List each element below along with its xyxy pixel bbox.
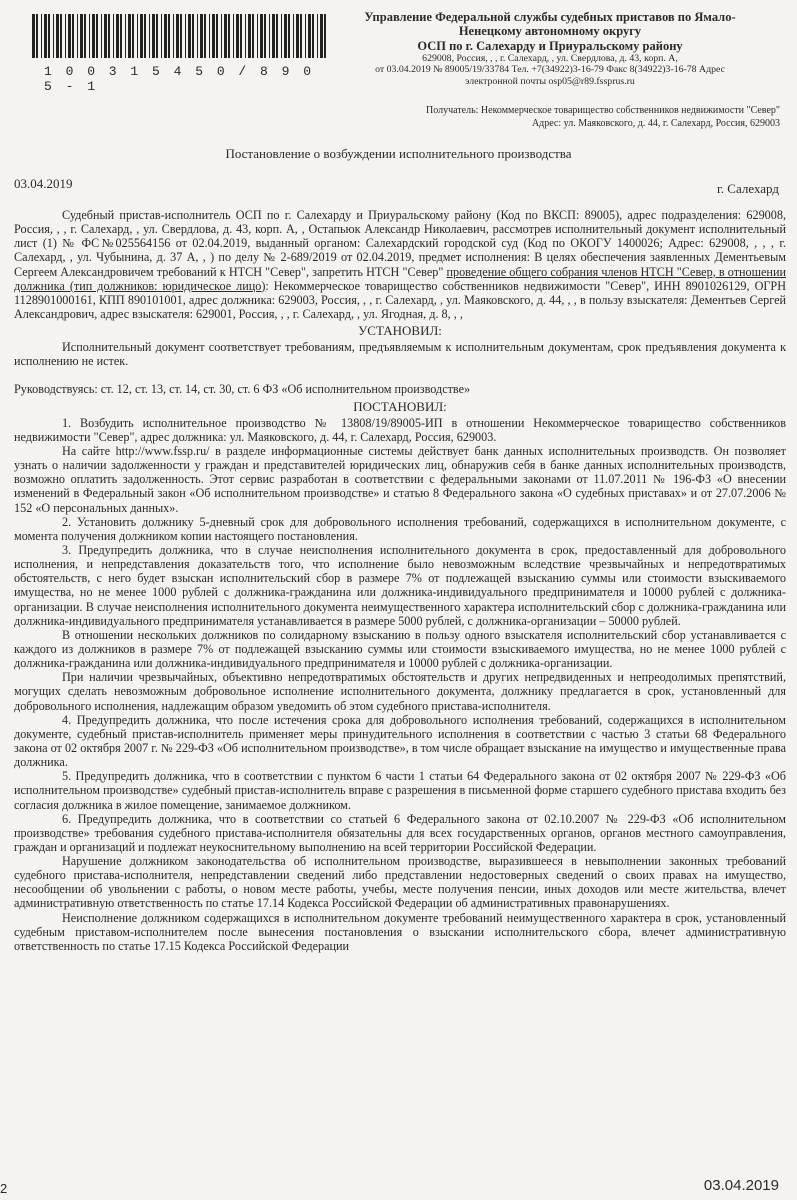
barcode-bar: [65, 14, 66, 58]
barcode-bar: [185, 14, 186, 58]
registration-line: от 03.04.2019 № 89005/19/33784 Тел. +7(34922)3-16-79 Факс 8(34922)3-16-78 Адрес: [375, 64, 725, 76]
barcode-bar: [212, 14, 215, 58]
clause-5: 5. Предупредить должника, что в соответствии с пунктом 6 части 1 статьи 64 Федерального закона от 02 октября 2007 № 229-ФЗ «Об исполнительном производстве» судебный пристав-исполнитель вправе с разрешения в письменной форме старшего судебного пристава входить без согласия должника в жилое помещение, занимаемое должником.: [14, 769, 786, 812]
barcode-bar: [101, 14, 102, 58]
barcode-bar: [317, 14, 318, 58]
barcode-bar: [168, 14, 170, 58]
barcode-bar: [296, 14, 299, 58]
barcode-bar: [288, 14, 290, 58]
barcode-bar: [77, 14, 78, 58]
barcode-bar: [108, 14, 110, 58]
barcode-bar: [300, 14, 302, 58]
barcode-number: 1 0 0 3 1 5 4 5 0 / 8 9 0 5 - 1: [44, 64, 315, 94]
barcode-bar: [224, 14, 227, 58]
barcode-bar: [72, 14, 74, 58]
barcode-bar: [200, 14, 203, 58]
barcode-bar: [161, 14, 162, 58]
org-email: электронной почты osp05@r89.fssprus.ru: [465, 75, 635, 87]
barcode-bar: [44, 14, 47, 58]
clause-2: 2. Установить должнику 5-дневный срок для добровольного исполнения требований, содержащихся в исполнительном документе, с момента получения должником копии настоящего постановления.: [14, 514, 786, 543]
org-title: Управление Федеральной службы судебных приставов по Ямало-Ненецкому автономному округу: [364, 10, 736, 39]
recipient-name: Получатель: Некоммерческое товарищество собственников недвижимости "Север": [425, 105, 780, 116]
barcode-bar: [197, 14, 198, 58]
barcode-bar: [113, 14, 114, 58]
barcode-bar: [320, 14, 323, 58]
intro-paragraph: Судебный пристав-исполнитель ОСП по г. Салехарду и Приуральскому району (Код по ВКСП: 89005), адрес подразделения: 629008, Россия, , , г. Салехард, , ул. Свердлова, д. 43, корп. А, , Остапьюк Александр Николаевич, рассмотрев исполнительный документ исполнительный лист (1) № ФС№025564156 от 02.04.2019, выданный органом: Салехардский городской суд (Код по ОКОГУ 1400026; Адрес: 629008, , , , г. Салехард, , ул. Чубынина, д. 37 А, , ) по делу № 2-689/2019 от 02.04.2019, предмет исполнения: В целях обеспечения заявленных Дементьевым Сергеем Александровичем требований к НТСН "Север", запретить НТСН "Север" проведение общего собрания членов НТСН "Север, в отношении должника (тип должников: юридическое лицо): Некоммерческое товарищество собственников недвижимости "Север", ИНН 8901026129, ОГРН 1128901000161, КПП 890101001, адрес должника: 629003, Россия, , , г. Салехард, , ул. Маяковского, д. 44, , , в пользу взыскателя: Дементьев Сергей Александрович, адрес взыскателя: 629001, Россия, , , г. Салехард, , ул. Ягодная, д. 8, , ,: [14, 208, 787, 321]
barcode-bar: [192, 14, 194, 58]
recipient-address: Адрес: ул. Маяковского, д. 44, г. Салехард, Россия, 629003: [531, 118, 780, 129]
barcode-bar: [156, 14, 158, 58]
liability-17-14: Нарушение должником законодательства об исполнительном производстве, выразившееся в невыполнении законных требований судебного пристава-исполнителя, непредставлении сведений либо представлении недостоверных сведений о своих правах на имущество, несообщении об увольнении с работы, о новом месте работы, учебы, месте получения пенсии, иных доходов или месте жительства, влечет административную ответственность по статье 17.14 Кодекса Российской Федерации об административных правонарушениях.: [14, 854, 786, 911]
barcode-bar: [204, 14, 206, 58]
barcode-bar: [68, 14, 71, 58]
liability-17-15: Неисполнение должником содержащихся в исполнительном документе требований неимущественного характера в срок, установленный судебным приставом-исполнителем после вынесения постановления о взыскании исполнительского сбора, влечет административную ответственность по статье 17.15 Кодекса Российской Федерации: [14, 910, 786, 953]
barcode-bar: [164, 14, 167, 58]
page-mark: 2: [0, 1181, 8, 1196]
legal-basis: Руководствуясь: ст. 12, ст. 13, ст. 14, ст. 30, ст. 6 ФЗ «Об исполнительном производстве»: [14, 382, 471, 397]
barcode-bar: [96, 14, 98, 58]
clause-4: 4. Предупредить должника, что после истечения срока для добровольного исполнения требований, содержащихся в исполнительном документе, судебный пристав-исполнитель применяет меры принудительного исполнения в соответствии с частью 3 статьи 68 Федерального закона от 02 октября 2007 г. № 229-ФЗ «Об исполнительном производстве», в том числе обращает взыскание на имущество и имущественные права должника.: [14, 712, 786, 770]
underlined-subject: проведение общего собрания членов НТСН "Север, в отношении должника (тип должников: юридическое лицо): [14, 264, 786, 293]
document-title: Постановление о возбуждении исполнительного производства: [225, 146, 572, 161]
barcode-bar: [312, 14, 314, 58]
barcode-bar: [128, 14, 131, 58]
barcode-bar: [137, 14, 138, 58]
barcode-bar: [188, 14, 191, 58]
barcode-bar: [180, 14, 182, 58]
barcode-bar: [281, 14, 282, 58]
recipient-block: [360, 104, 780, 130]
barcode-bar: [116, 14, 119, 58]
barcode-block: [14, 4, 334, 94]
barcode-bar: [284, 14, 287, 58]
barcode-bar: [264, 14, 266, 58]
barcode-bar: [92, 14, 95, 58]
barcode-bar: [269, 14, 270, 58]
barcode-bar: [56, 14, 59, 58]
issuer-header: [340, 10, 760, 87]
barcode-bar: [48, 14, 50, 58]
document-city: г. Салехард: [716, 181, 779, 196]
barcode-bar: [132, 14, 134, 58]
barcode-bar: [80, 14, 83, 58]
ustanovil-text: Исполнительный документ соответствует требованиям, предъявляемым к исполнительным документам, срок предъявления документа к исполнению не истек.: [14, 340, 786, 369]
clause-3-solidary: В отношении нескольких должников по солидарному взысканию в пользу одного взыскателя исполнительский сбор устанавливается с каждого из должников в размере 7% от подлежащей взысканию суммы или стоимости взыскиваемого имущества, но не менее 1000 рублей с должника-гражданина или должника-индивидуального предпринимателя и 10000 рублей с должника-организации.: [14, 627, 786, 671]
barcode-bar: [60, 14, 62, 58]
barcode-bar: [233, 14, 234, 58]
barcode-bar: [173, 14, 174, 58]
barcode-bar: [252, 14, 254, 58]
barcode-bar: [236, 14, 239, 58]
clause-3-force-majeure: При наличии чрезвычайных, объективно непредотвратимых обстоятельств и других непредвиденных и непреодолимых препятствий, могущих сделать невозможным добровольное исполнение исполнительного документа, должнику предлагается в срок, установленный для добровольного исполнения, надлежащим образом уведомить об этом судебного пристава-исполнителя.: [14, 670, 786, 713]
clause-6: 6. Предупредить должника, что в соответствии со статьей 6 Федерального закона от 02.10.2007 № 229-ФЗ «Об исполнительном производстве» требования судебного пристава-исполнителя обязательны для всех государственных органов, органов местного самоуправления, граждан и организаций и подлежат неукоснительному выполнению на всей территории Российской Федерации.: [14, 811, 786, 854]
barcode-bar: [152, 14, 155, 58]
barcode-bar: [84, 14, 86, 58]
barcode-bar: [104, 14, 107, 58]
barcode-bar: [308, 14, 311, 58]
barcode-bar: [248, 14, 251, 58]
barcode-bar: [240, 14, 242, 58]
barcode-bar: [89, 14, 90, 58]
clause-1-note: На сайте http://www.fssp.ru/ в разделе информационные системы действует банк данных исполнительных производств. Он позволяет узнать о наличии задолженности у граждан и представителей юридических лиц, обнаружив себя в банке данных исполнительных производств, возможно оплатить задолженность. Этот сервис разработан в соответствии с федеральными законами от 11.07.2011 № 196-ФЗ «О внесении изменений в Федеральный закон «Об исполнительном производстве» и статью 8 Федерального закона «О судебных приставах» и от 27.07.2006 № 152 «О персональных данных».: [14, 443, 786, 515]
barcode-bar: [41, 14, 42, 58]
barcode-image: [30, 14, 330, 58]
barcode-bar: [209, 14, 210, 58]
document-body: [14, 208, 786, 953]
barcode-bar: [260, 14, 263, 58]
barcode-bar: [324, 14, 326, 58]
barcode-bar: [32, 14, 35, 58]
osp-name: ОСП по г. Салехарду и Приуральскому району: [417, 38, 683, 53]
barcode-bar: [176, 14, 179, 58]
barcode-bar: [216, 14, 218, 58]
barcode-bar: [272, 14, 275, 58]
barcode-bar: [36, 14, 38, 58]
barcode-bar: [276, 14, 278, 58]
barcode-bar: [228, 14, 230, 58]
barcode-bar: [149, 14, 150, 58]
barcode-bar: [125, 14, 126, 58]
barcode-bar: [257, 14, 258, 58]
clause-1: 1. Возбудить исполнительное производство № 13808/19/89005-ИП в отношении Некоммерческое товарищество собственников недвижимости "Север", адрес должника: ул. Маяковского, д. 44, г. Салехард, Россия, 629003.: [14, 415, 786, 444]
barcode-bar: [144, 14, 146, 58]
footer-date: 03.04.2019: [703, 1177, 779, 1194]
org-address: 629008, Россия, , , г. Салехард, , ул. Свердлова, д. 43, корп. А,: [422, 53, 678, 65]
barcode-bar: [293, 14, 294, 58]
heading-ustanovil: УСТАНОВИЛ:: [358, 323, 442, 339]
barcode-bar: [305, 14, 306, 58]
clause-3: 3. Предупредить должника, что в случае неисполнения исполнительного документа в срок, предоставленный для добровольного исполнения, и непредставления доказательств того, что исполнение было невозможным вследствие чрезвычайных и непредотвратимых обстоятельств, с него будет взыскан исполнительский сбор в размере 7% от подлежащей взысканию суммы или стоимости взыскиваемого имущества, но не менее 1000 рублей с должника-гражданина или должника-индивидуального предпринимателя и 10000 рублей с должника-организации. В случае неисполнения исполнительного документа неимущественного характера исполнительский сбор с должника-гражданина или должника-индивидуального предпринимателя устанавливается в размере 5000 рублей, с должника-организации – 50000 рублей.: [14, 542, 786, 628]
barcode-bar: [221, 14, 222, 58]
barcode-bar: [140, 14, 143, 58]
heading-postanovil: ПОСТАНОВИЛ:: [353, 398, 447, 414]
barcode-bar: [120, 14, 122, 58]
barcode-bar: [53, 14, 54, 58]
document-date: 03.04.2019: [14, 176, 73, 191]
barcode-bar: [245, 14, 246, 58]
